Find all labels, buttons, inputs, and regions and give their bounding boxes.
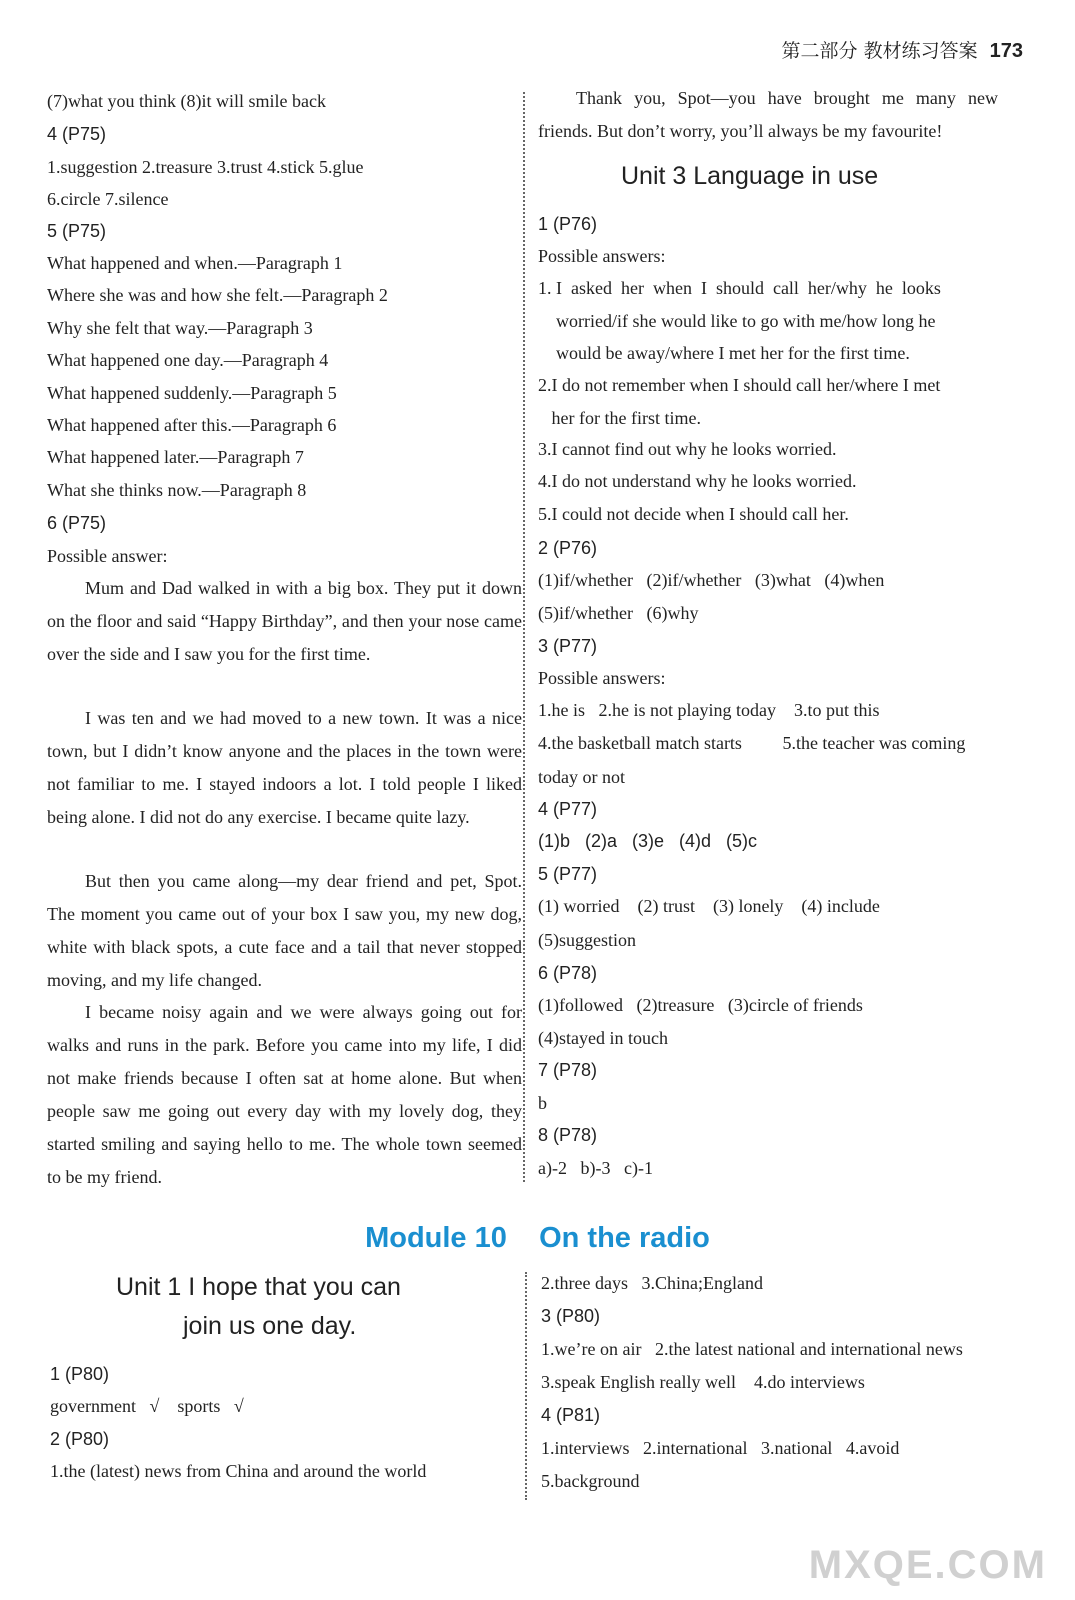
answer-line: (1)b (2)a (3)e (4)d (5)c	[538, 831, 758, 851]
answer-line: (1) worried (2) trust (3) lonely (4) include	[538, 896, 880, 916]
section-title: 第二部分 教材练习答案	[781, 40, 978, 62]
answer-line: What happened and when.—Paragraph 1	[47, 253, 343, 273]
answer-line: 5.I could not decide when I should call her.	[538, 504, 849, 524]
bottom-left-column	[50, 1260, 520, 1500]
answer-line: 4.the basketball match starts 5.the teacher was coming	[538, 733, 966, 753]
answer-line: (1)followed (2)treasure (3)circle of friends	[538, 995, 863, 1015]
answer-line: her for the first time.	[538, 408, 701, 428]
page-number: 173	[989, 40, 1023, 62]
exercise-heading: 1 (P80)	[50, 1364, 110, 1384]
answer-line: Possible answer:	[47, 546, 168, 566]
exercise-heading: 2 (P80)	[50, 1429, 110, 1449]
exercise-heading: 8 (P78)	[538, 1125, 598, 1145]
exercise-heading: 4 (P81)	[541, 1405, 601, 1425]
exercise-heading: 6 (P78)	[538, 963, 598, 983]
exercise-heading: 3 (P80)	[541, 1306, 601, 1326]
exercise-heading: 1 (P76)	[538, 214, 598, 234]
answer-line: Why she felt that way.—Paragraph 3	[47, 318, 313, 338]
answer-line: 1.the (latest) news from China and around the world	[50, 1461, 427, 1481]
answer-line: would be away/where I met her for the first time.	[538, 343, 910, 363]
answer-line: (4)stayed in touch	[538, 1028, 668, 1048]
answer-line: 1.suggestion 2.treasure 3.trust 4.stick 5.glue	[47, 157, 364, 177]
answer-line: 2.three days 3.China;England	[541, 1273, 763, 1293]
answer-line: today or not	[538, 767, 625, 787]
answer-line: a)-2 b)-3 c)-1	[538, 1158, 653, 1178]
exercise-heading: 4 (P77)	[538, 799, 598, 819]
answer-line: 5.background	[541, 1471, 640, 1491]
module-title: Module 10 On the radio	[365, 1222, 710, 1254]
unit-1-title-line2: join us one day.	[183, 1312, 357, 1340]
column-divider	[523, 92, 525, 1182]
answer-line: Where she was and how she felt.—Paragraph 2	[47, 285, 388, 305]
answer-line: What happened suddenly.—Paragraph 5	[47, 383, 337, 403]
left-column	[47, 0, 527, 1200]
essay-paragraph: I was ten and we had moved to a new town. It was a nice town, but I didn’t know anyone and the places in the town were not familiar to me. I stayed indoors a lot. I told people I liked being alone. I did not do any exercise. I became quite lazy.	[47, 708, 522, 827]
letter-closing: Thank you, Spot—you have brought me many new friends. But don’t worry, you’ll always be my favourite!	[538, 88, 998, 141]
exercise-heading: 4 (P75)	[47, 124, 107, 144]
answer-line: (5)if/whether (6)why	[538, 603, 699, 623]
answer-line: 2.I do not remember when I should call her/where I met	[538, 375, 941, 395]
answer-line: 6.circle 7.silence	[47, 189, 169, 209]
unit-3-title: Unit 3 Language in use	[621, 162, 879, 190]
essay-paragraph: I became noisy again and we were always going out for walks and runs in the park. Before you came into my life, I did not make friends because I often sat at home alone. But when people saw me going out every day with my lovely dog, they started smiling and saying hello to me. The whole town seemed to be my friend.	[47, 1002, 522, 1187]
answer-line: 1.we’re on air 2.the latest national and international news	[541, 1339, 963, 1359]
answer-line: 1.he is 2.he is not playing today 3.to put this	[538, 700, 880, 720]
unit-1-title-line1: Unit 1 I hope that you can	[116, 1273, 401, 1301]
exercise-heading: 2 (P76)	[538, 538, 598, 558]
answer-line: Possible answers:	[538, 668, 666, 688]
answer-line: (5)suggestion	[538, 930, 636, 950]
answer-line: What happened one day.—Paragraph 4	[47, 350, 329, 370]
answer-line: What happened after this.—Paragraph 6	[47, 415, 337, 435]
answer-line: 3.speak English really well 4.do interviews	[541, 1372, 865, 1392]
answer-line: What happened later.—Paragraph 7	[47, 447, 304, 467]
essay-paragraph: Mum and Dad walked in with a big box. They put it down on the floor and said “Happy Birthday”, and then your nose came over the side and I saw you for the first time.	[47, 578, 522, 664]
exercise-heading: 3 (P77)	[538, 636, 598, 656]
bottom-right-column	[541, 1260, 1011, 1500]
answer-line: (7)what you think (8)it will smile back	[47, 91, 326, 111]
answer-line: What she thinks now.—Paragraph 8	[47, 480, 307, 500]
exercise-heading: 7 (P78)	[538, 1060, 598, 1080]
exercise-heading: 5 (P77)	[538, 864, 598, 884]
answer-line: 1. I asked her when I should call her/why he looks	[538, 278, 941, 298]
answer-line: 1.interviews 2.international 3.national 4.avoid	[541, 1438, 900, 1458]
answer-line: 3.I cannot find out why he looks worried.	[538, 439, 837, 459]
answer-line: (1)if/whether (2)if/whether (3)what (4)when	[538, 570, 885, 590]
answer-line: government √ sports √	[50, 1396, 244, 1416]
answer-line: worried/if she would like to go with me/how long he	[538, 311, 936, 331]
answer-line: 4.I do not understand why he looks worried.	[538, 471, 857, 491]
watermark: MXQE.COM	[808, 1543, 1047, 1587]
right-column	[538, 0, 1008, 1200]
essay-paragraph: But then you came along—my dear friend and pet, Spot. The moment you came out of your box I saw you, my new dog, white with black spots, a cute face and a tail that never stopped moving, and my life changed.	[47, 871, 522, 990]
exercise-heading: 6 (P75)	[47, 513, 107, 533]
column-divider-bottom	[525, 1272, 527, 1500]
answer-line: b	[538, 1093, 547, 1113]
exercise-heading: 5 (P75)	[47, 221, 107, 241]
answer-line: Possible answers:	[538, 246, 666, 266]
